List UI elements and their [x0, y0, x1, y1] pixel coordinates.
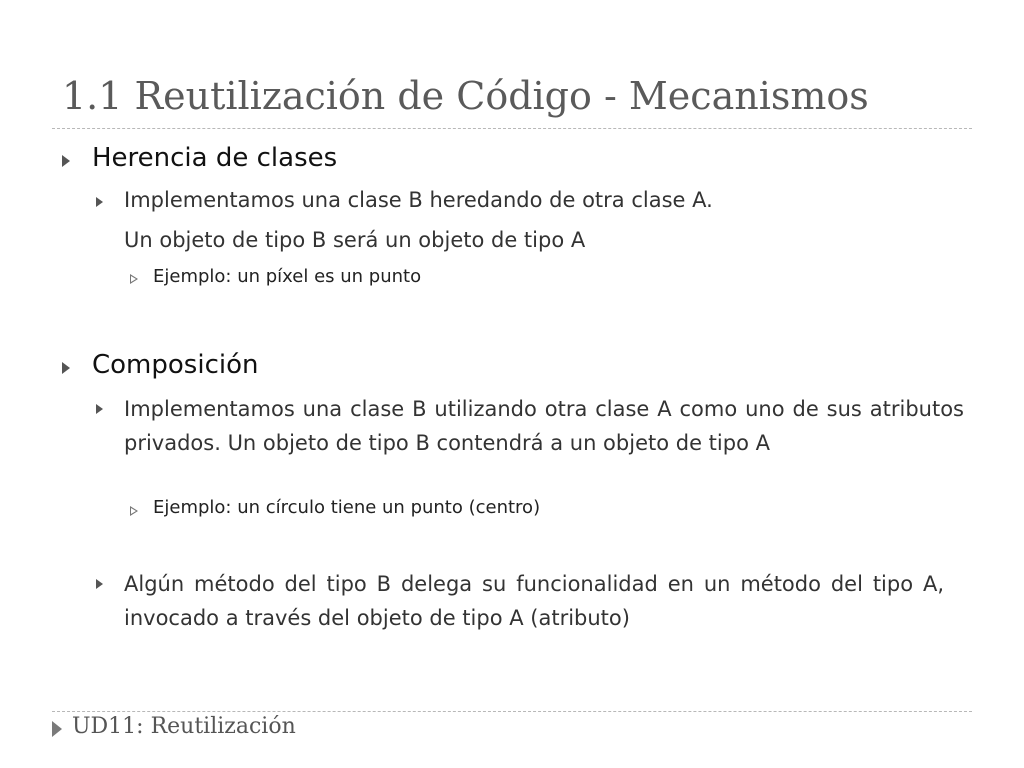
- herencia-item-line2: Un objeto de tipo B será un objeto de tipo A: [124, 228, 586, 252]
- slide-title: 1.1 Reutilización de Código - Mecanismos: [62, 74, 869, 118]
- composicion-item2: Algún método del tipo B delega su funcionalidad en un método del tipo A, invocado a través del objeto de tipo A (atributo): [124, 572, 944, 630]
- title-divider: [52, 128, 972, 129]
- footer-label: UD11: Reutilización: [72, 714, 296, 739]
- bullet-arrow-icon: [96, 579, 103, 589]
- bullet-arrow-icon: [62, 155, 70, 167]
- herencia-example: Ejemplo: un píxel es un punto: [153, 266, 422, 287]
- composicion-example: Ejemplo: un círculo tiene un punto (centro): [153, 497, 541, 518]
- heading-herencia: Herencia de clases: [92, 143, 338, 173]
- footer-arrow-icon: [52, 721, 62, 737]
- bullet-arrow-icon: [96, 197, 103, 207]
- footer-divider: [52, 711, 972, 712]
- heading-composicion: Composición: [92, 350, 259, 380]
- sub-bullet-arrow-icon: [130, 506, 138, 516]
- bullet-arrow-icon: [62, 362, 70, 374]
- herencia-item-line1: Implementamos una clase B heredando de otra clase A.: [124, 188, 713, 212]
- bullet-arrow-icon: [96, 404, 103, 414]
- sub-bullet-arrow-icon: [130, 274, 138, 284]
- composicion-item1: Implementamos una clase B utilizando otra clase A como uno de sus atributos privados. Un objeto de tipo B contendrá a un objeto de tipo A: [124, 397, 964, 455]
